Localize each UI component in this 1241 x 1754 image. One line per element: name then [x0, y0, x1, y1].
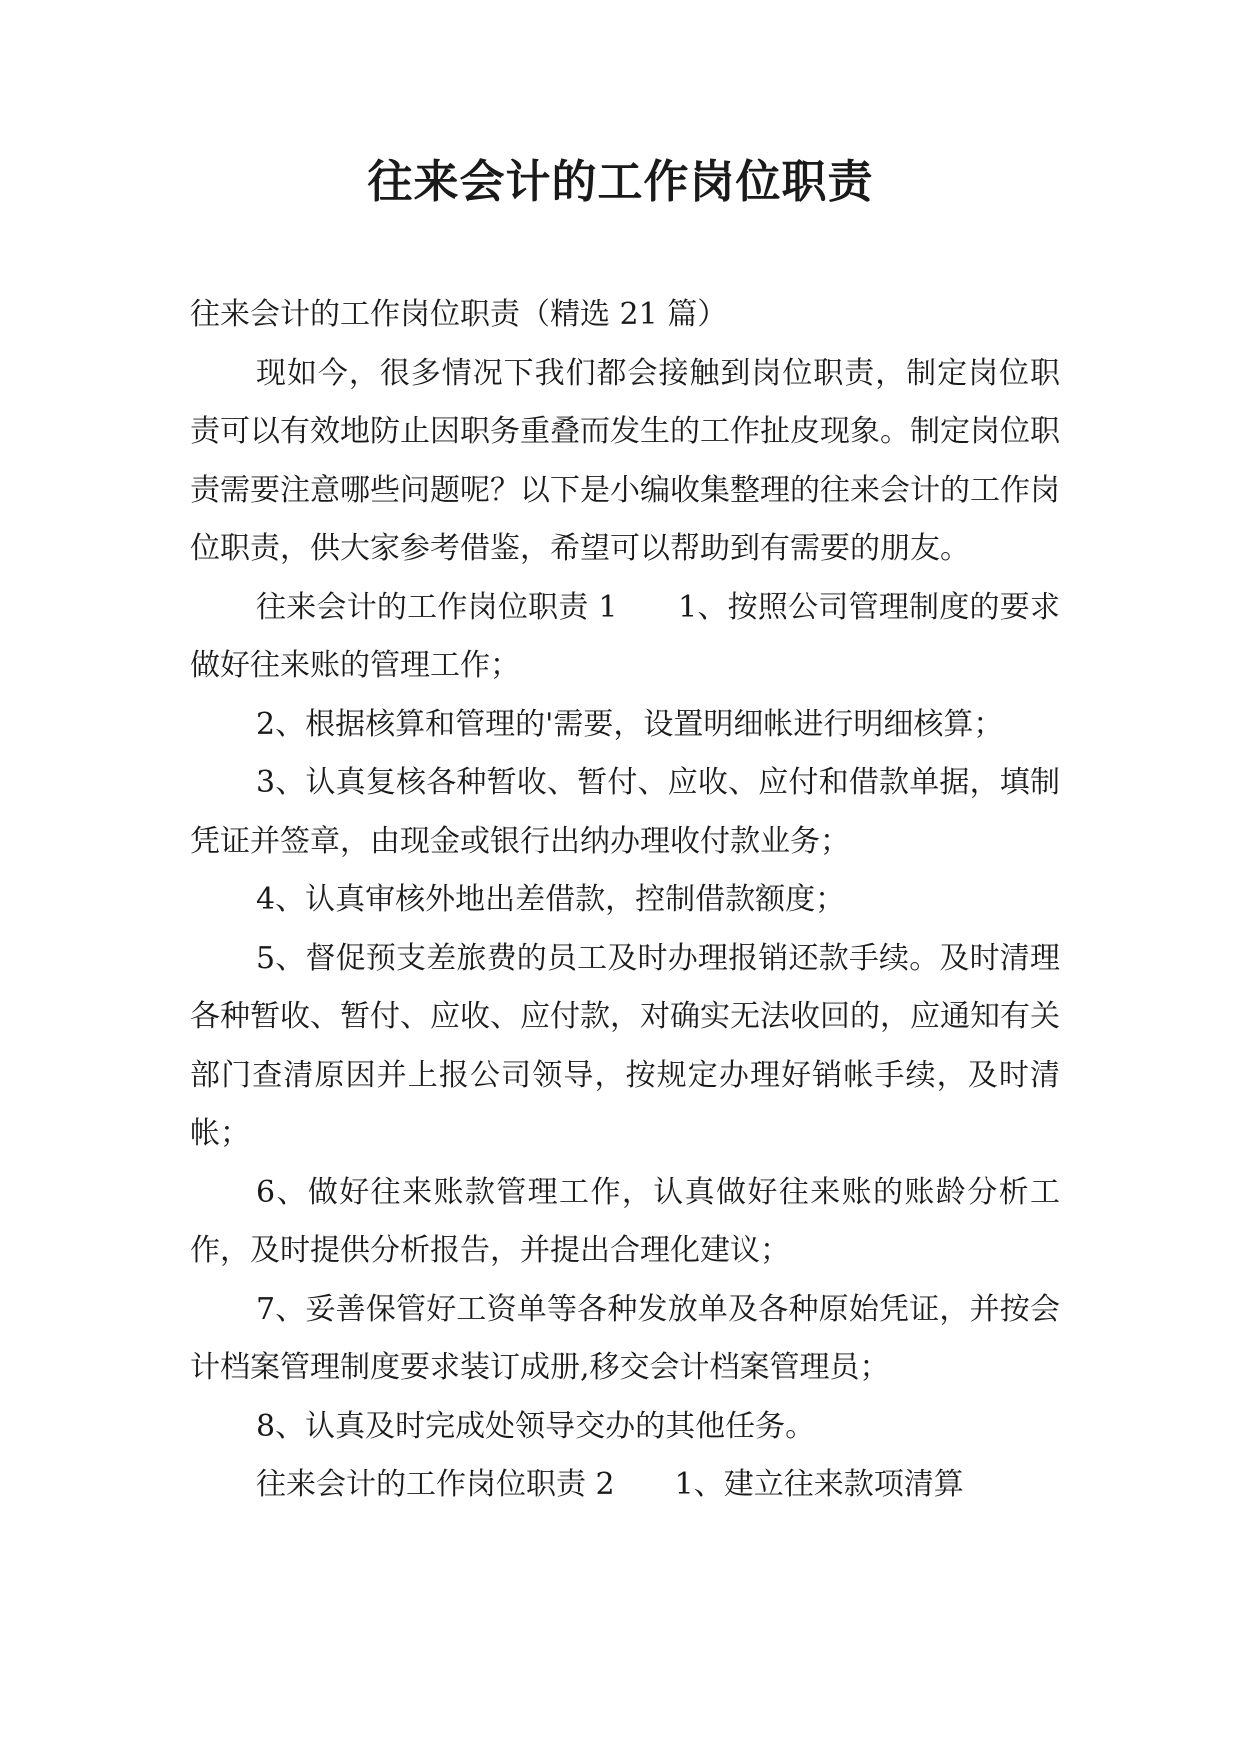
- section-1-item-3: 3、认真复核各种暂收、暂付、应收、应付和借款单据，填制凭证并签章，由现金或银行出纳办理收付款业务；: [190, 765, 1060, 859]
- section-1-item-5: 5、督促预支差旅费的员工及时办理报销还款手续。及时清理各种暂收、暂付、应收、应付款，对确实无法收回的，应通知有关部门查清原因并上报公司领导，按规定办理好销帐手续，及时清帐；: [190, 940, 1060, 1151]
- section-1-item-6: 6、做好往来账款管理工作，认真做好往来账的账龄分析工作，及时提供分析报告，并提出合理化建议；: [190, 1174, 1060, 1268]
- intro-paragraph: 现如今，很多情况下我们都会接触到岗位职责，制定岗位职责可以有效地防止因职务重叠而发生的工作扯皮现象。制定岗位职责需要注意哪些问题呢？以下是小编收集整理的往来会计的工作岗位职责，供大家参考借鉴，希望可以帮助到有需要的朋友。: [190, 355, 1060, 566]
- section-2-item-1: 往来会计的工作岗位职责 2 1、建立往来款项清算: [256, 1467, 964, 1502]
- subtitle-line: 往来会计的工作岗位职责（精选 21 篇）: [190, 297, 728, 332]
- section-1-item-1: 往来会计的工作岗位职责 1 1、按照公司管理制度的要求做好往来账的管理工作；: [190, 589, 1060, 683]
- document-title: 往来会计的工作岗位职责: [367, 155, 874, 208]
- section-1-item-8: 8、认真及时完成处领导交办的其他任务。: [256, 1408, 816, 1444]
- document-body: [190, 286, 1060, 1515]
- section-1-item-4: 4、认真审核外地出差借款，控制借款额度；: [256, 882, 846, 917]
- section-1-item-2: 2、根据核算和管理的'需要，设置明细帐进行明细核算；: [256, 706, 1004, 742]
- section-1-item-7: 7、妥善保管好工资单等各种发放单及各种原始凭证，并按会计档案管理制度要求装订成册,移交会计档案管理员；: [190, 1291, 1060, 1385]
